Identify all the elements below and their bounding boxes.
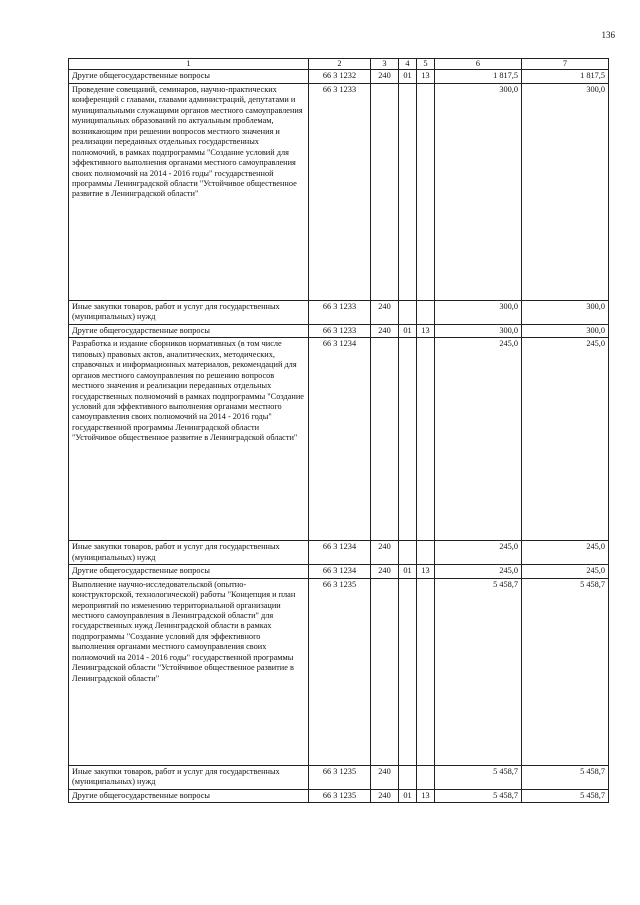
row-target-code: 66 3 1235: [309, 789, 371, 802]
row-name: Выполнение научно-исследовательской (опытно-конструкторской, технологической) работы "Концепция и план мероприятий по изменению территориальной организации местного самоуправления в Ленинградской области" для государственных нужд Ленинградской области в рамках подпрограммы "Создание условий для эффективного выполнения органами местного самоуправления своих полномочий на 2014 - 2016 годы" государственной программы Ленинградской области "Устойчивое общественное развитие в Ленинградской области": [69, 578, 309, 765]
table-row: [69, 765, 609, 789]
table-row: [69, 300, 609, 324]
row-expense-type: [371, 578, 399, 765]
column-header: 4: [399, 59, 417, 70]
row-sum-2: 5 458,7: [522, 578, 609, 765]
column-header: 1: [69, 59, 309, 70]
column-header: 5: [417, 59, 435, 70]
row-name: Иные закупки товаров, работ и услуг для государственных (муниципальных) нужд: [69, 300, 309, 324]
row-sum-1: 300,0: [435, 83, 522, 300]
row-name: Иные закупки товаров, работ и услуг для государственных (муниципальных) нужд: [69, 541, 309, 565]
table-row: [69, 70, 609, 83]
column-header: 3: [371, 59, 399, 70]
row-sum-2: 245,0: [522, 541, 609, 565]
row-expense-type: [371, 338, 399, 541]
row-subsection: 13: [417, 70, 435, 83]
row-sum-2: 245,0: [522, 565, 609, 578]
row-sum-1: 245,0: [435, 565, 522, 578]
row-sum-2: 5 458,7: [522, 765, 609, 789]
row-name: Другие общегосударственные вопросы: [69, 789, 309, 802]
row-subsection: [417, 541, 435, 565]
row-sum-2: 300,0: [522, 300, 609, 324]
row-target-code: 66 3 1233: [309, 324, 371, 337]
row-target-code: 66 3 1235: [309, 578, 371, 765]
row-name: Проведение совещаний, семинаров, научно-практических конференций с главами, главами администраций, депутатами и муниципальными служащими органов местного самоуправления муниципальных образований по актуальным проблемам, возникающим при решении вопросов местного значения и реализации переданных отдельных государственных полномочий, в рамках подпрограммы "Создание условий для эффективного выполнения органами местного самоуправления своих полномочий на 2014 - 2016 годы" государственной программы Ленинградской области "Устойчивое общественное развитие в Ленинградской области": [69, 83, 309, 300]
row-expense-type: 240: [371, 541, 399, 565]
row-subsection: [417, 83, 435, 300]
table-row: [69, 324, 609, 337]
row-sum-2: 300,0: [522, 324, 609, 337]
row-expense-type: 240: [371, 789, 399, 802]
row-expense-type: 240: [371, 565, 399, 578]
row-expense-type: 240: [371, 300, 399, 324]
row-sum-2: 1 817,5: [522, 70, 609, 83]
budget-table: [68, 58, 609, 803]
row-subsection: 13: [417, 565, 435, 578]
row-name: Другие общегосударственные вопросы: [69, 565, 309, 578]
row-sum-1: 5 458,7: [435, 789, 522, 802]
table-row: [69, 789, 609, 802]
row-target-code: 66 3 1234: [309, 565, 371, 578]
row-sum-2: 300,0: [522, 83, 609, 300]
row-sum-1: 245,0: [435, 338, 522, 541]
table-row: [69, 83, 609, 300]
page-number: 136: [601, 30, 615, 40]
row-subsection: [417, 765, 435, 789]
row-sum-1: 1 817,5: [435, 70, 522, 83]
column-header: 2: [309, 59, 371, 70]
row-sum-2: 245,0: [522, 338, 609, 541]
row-sum-1: 5 458,7: [435, 765, 522, 789]
table-row: [69, 578, 609, 765]
table-row: [69, 541, 609, 565]
row-target-code: 66 3 1233: [309, 83, 371, 300]
row-target-code: 66 3 1233: [309, 300, 371, 324]
row-sum-1: 245,0: [435, 541, 522, 565]
table-header-row: [69, 59, 609, 70]
row-subsection: [417, 300, 435, 324]
row-name: Другие общегосударственные вопросы: [69, 70, 309, 83]
row-section: 01: [399, 324, 417, 337]
row-expense-type: 240: [371, 765, 399, 789]
row-section: [399, 338, 417, 541]
row-sum-1: 300,0: [435, 300, 522, 324]
row-name: Иные закупки товаров, работ и услуг для государственных (муниципальных) нужд: [69, 765, 309, 789]
row-section: [399, 541, 417, 565]
row-section: 01: [399, 565, 417, 578]
row-section: 01: [399, 789, 417, 802]
row-expense-type: [371, 83, 399, 300]
row-section: [399, 765, 417, 789]
row-section: 01: [399, 70, 417, 83]
row-expense-type: 240: [371, 324, 399, 337]
row-sum-2: 5 458,7: [522, 789, 609, 802]
row-sum-1: 300,0: [435, 324, 522, 337]
row-subsection: [417, 578, 435, 765]
row-sum-1: 5 458,7: [435, 578, 522, 765]
row-target-code: 66 3 1234: [309, 338, 371, 541]
row-name: Другие общегосударственные вопросы: [69, 324, 309, 337]
row-subsection: 13: [417, 789, 435, 802]
row-target-code: 66 3 1234: [309, 541, 371, 565]
row-section: [399, 83, 417, 300]
column-header: 6: [435, 59, 522, 70]
column-header: 7: [522, 59, 609, 70]
table-row: [69, 565, 609, 578]
row-section: [399, 300, 417, 324]
row-target-code: 66 3 1235: [309, 765, 371, 789]
row-subsection: [417, 338, 435, 541]
row-subsection: 13: [417, 324, 435, 337]
row-section: [399, 578, 417, 765]
table-row: [69, 338, 609, 541]
row-expense-type: 240: [371, 70, 399, 83]
row-name: Разработка и издание сборников нормативных (в том числе типовых) правовых актов, аналитических, методических, справочных и информационных материалов, рекомендаций для органов местного самоуправления по решению вопросов местного значения и реализации переданных отдельных государственных полномочий в рамках подпрограммы "Создание условий для эффективного выполнения органами местного самоуправления своих полномочий на 2014 - 2016 годы" государственной программы Ленинградской области "Устойчивое общественное развитие в Ленинградской области": [69, 338, 309, 541]
row-target-code: 66 3 1232: [309, 70, 371, 83]
